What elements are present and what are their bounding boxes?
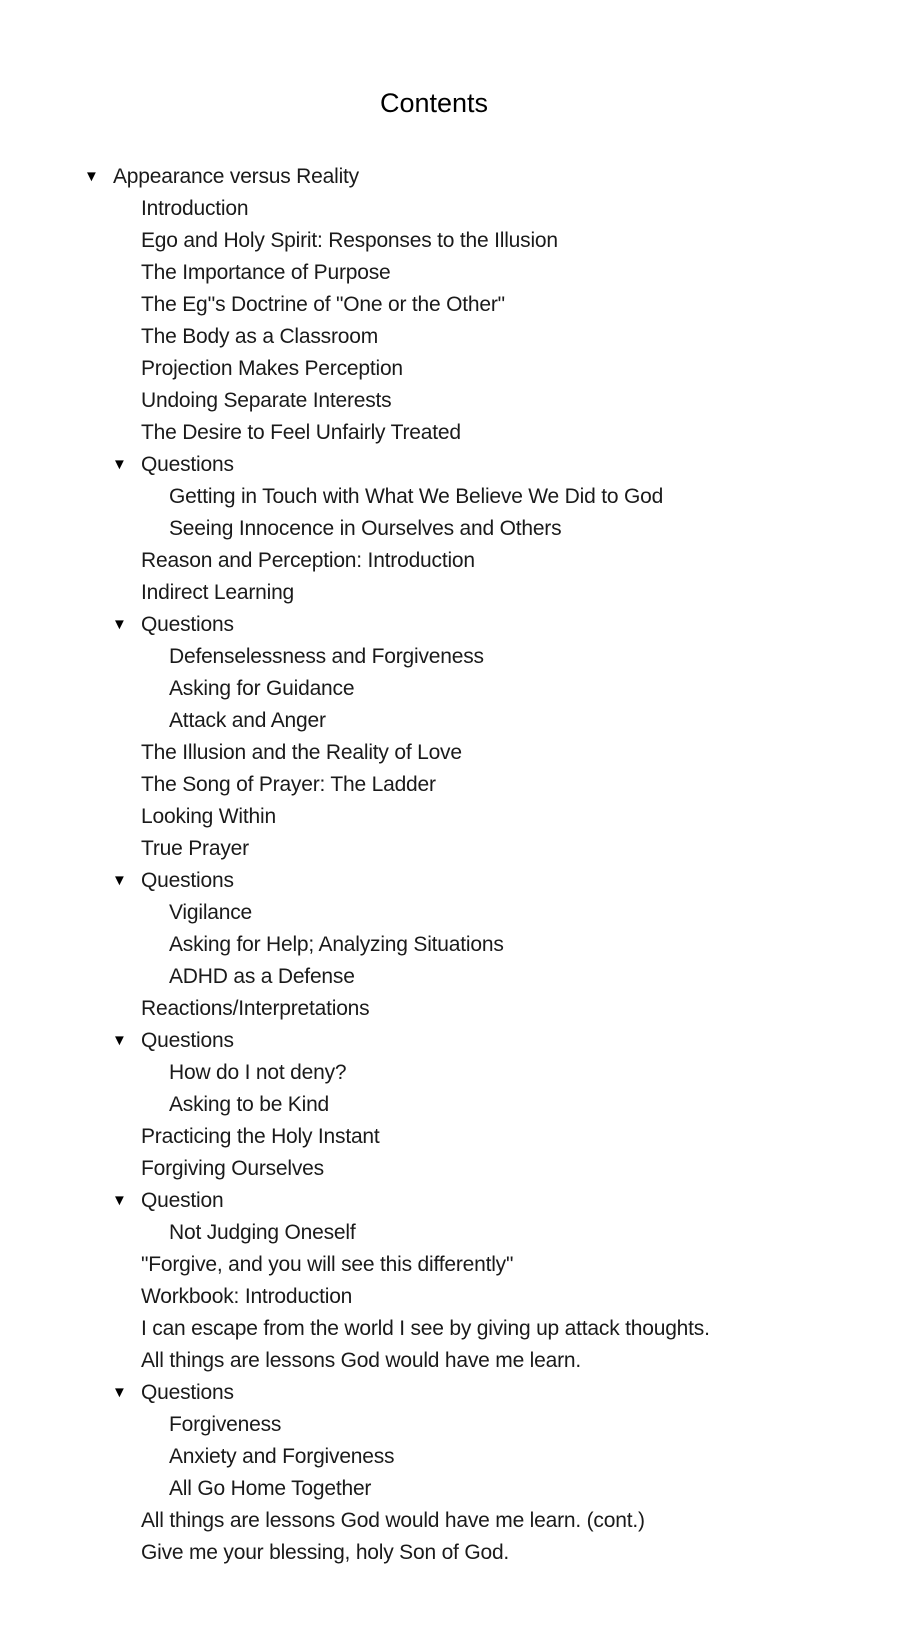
toc-entry [0, 1153, 900, 1185]
toc-entry [0, 993, 900, 1025]
toc-link[interactable]: All Go Home Together [169, 1477, 372, 1500]
collapse-triangle-icon[interactable]: ▼ [112, 456, 127, 473]
toc-entry [0, 513, 900, 545]
toc-entry [0, 897, 900, 929]
toc-link[interactable]: Not Judging Oneself [169, 1221, 356, 1244]
toc-link[interactable]: All things are lessons God would have me learn. [141, 1349, 582, 1372]
toc-link[interactable]: How do I not deny? [169, 1061, 347, 1084]
toc-link[interactable]: Reason and Perception: Introduction [141, 549, 475, 572]
toc-entry [0, 641, 900, 673]
toc-link[interactable]: The Song of Prayer: The Ladder [141, 773, 436, 796]
toc-link[interactable]: Forgiveness [169, 1413, 282, 1436]
toc-entry [0, 737, 900, 769]
toc-link[interactable]: Asking for Guidance [169, 677, 355, 700]
toc-entry [0, 385, 900, 417]
toc-entry [0, 1057, 900, 1089]
toc-entry [0, 481, 900, 513]
toc-link[interactable]: Workbook: Introduction [141, 1285, 353, 1308]
toc-entry [0, 1409, 900, 1441]
toc-link[interactable]: Vigilance [169, 901, 253, 924]
toc-entry [0, 417, 900, 449]
toc-link[interactable]: The Illusion and the Reality of Love [141, 741, 462, 764]
table-of-contents [0, 161, 900, 1569]
toc-link[interactable]: Forgiving Ourselves [141, 1157, 324, 1180]
toc-link[interactable]: Asking for Help; Analyzing Situations [169, 933, 504, 956]
toc-entry [0, 1121, 900, 1153]
toc-entry [0, 321, 900, 353]
toc-entry [0, 1473, 900, 1505]
toc-entry [0, 289, 900, 321]
page-title: Contents [379, 88, 489, 118]
toc-section [0, 609, 900, 641]
toc-link[interactable]: Defenselessness and Forgiveness [169, 645, 484, 668]
collapse-triangle-icon[interactable]: ▼ [84, 168, 99, 185]
toc-entry [0, 1345, 900, 1377]
toc-entry [0, 1313, 900, 1345]
collapse-triangle-icon[interactable]: ▼ [112, 1032, 127, 1049]
toc-section [0, 1025, 900, 1057]
toc-link[interactable]: Questions [141, 869, 234, 892]
toc-entry [0, 833, 900, 865]
toc-link[interactable]: The Importance of Purpose [141, 261, 391, 284]
toc-link[interactable]: The Desire to Feel Unfairly Treated [141, 421, 461, 444]
toc-section [0, 865, 900, 897]
toc-link[interactable]: Anxiety and Forgiveness [169, 1445, 395, 1468]
toc-link[interactable]: Questions [141, 613, 234, 636]
toc-link[interactable]: True Prayer [141, 837, 249, 860]
toc-link[interactable]: Projection Makes Perception [141, 357, 403, 380]
toc-entry [0, 801, 900, 833]
toc-link[interactable]: Looking Within [141, 805, 276, 828]
toc-link[interactable]: Asking to be Kind [169, 1093, 330, 1116]
collapse-triangle-icon[interactable]: ▼ [112, 1192, 127, 1209]
toc-entry [0, 705, 900, 737]
toc-entry [0, 545, 900, 577]
toc-link[interactable]: Undoing Separate Interests [141, 389, 392, 412]
collapse-triangle-icon[interactable]: ▼ [112, 616, 127, 633]
toc-link[interactable]: The Eg''s Doctrine of "One or the Other" [141, 293, 505, 316]
toc-link[interactable]: Practicing the Holy Instant [141, 1125, 380, 1148]
toc-link[interactable]: Question [141, 1189, 224, 1212]
toc-link[interactable]: Getting in Touch with What We Believe We Did to God [169, 485, 664, 508]
toc-link[interactable]: Appearance versus Reality [113, 165, 359, 188]
toc-section [0, 161, 900, 193]
toc-link[interactable]: "Forgive, and you will see this differently" [141, 1253, 514, 1276]
toc-entry [0, 1441, 900, 1473]
toc-entry [0, 769, 900, 801]
toc-link[interactable]: Questions [141, 1381, 234, 1404]
collapse-triangle-icon[interactable]: ▼ [112, 1384, 127, 1401]
toc-link[interactable]: Indirect Learning [141, 581, 295, 604]
toc-entry [0, 1281, 900, 1313]
toc-entry [0, 193, 900, 225]
toc-entry [0, 225, 900, 257]
toc-link[interactable]: Attack and Anger [169, 709, 326, 732]
toc-link[interactable]: The Body as a Classroom [141, 325, 379, 348]
toc-entry [0, 1505, 900, 1537]
toc-link[interactable]: Questions [141, 1029, 234, 1052]
toc-link[interactable]: Reactions/Interpretations [141, 997, 370, 1020]
toc-entry [0, 257, 900, 289]
toc-entry [0, 929, 900, 961]
toc-entry [0, 1249, 900, 1281]
toc-entry [0, 673, 900, 705]
toc-entry [0, 1217, 900, 1249]
toc-entry [0, 961, 900, 993]
toc-link[interactable]: Questions [141, 453, 234, 476]
toc-section [0, 1377, 900, 1409]
toc-entry [0, 1089, 900, 1121]
collapse-triangle-icon[interactable]: ▼ [112, 872, 127, 889]
toc-link[interactable]: Ego and Holy Spirit: Responses to the Illusion [141, 229, 558, 252]
toc-link[interactable]: All things are lessons God would have me learn. (cont.) [141, 1509, 645, 1532]
toc-link[interactable]: I can escape from the world I see by giving up attack thoughts. [141, 1317, 710, 1340]
toc-link[interactable]: Seeing Innocence in Ourselves and Others [169, 517, 562, 540]
toc-entry [0, 353, 900, 385]
toc-link[interactable]: Introduction [141, 197, 249, 220]
toc-section [0, 449, 900, 481]
toc-section [0, 1185, 900, 1217]
toc-link[interactable]: ADHD as a Defense [169, 965, 355, 988]
toc-link[interactable]: Give me your blessing, holy Son of God. [141, 1541, 510, 1564]
toc-entry [0, 577, 900, 609]
toc-entry [0, 1537, 900, 1569]
